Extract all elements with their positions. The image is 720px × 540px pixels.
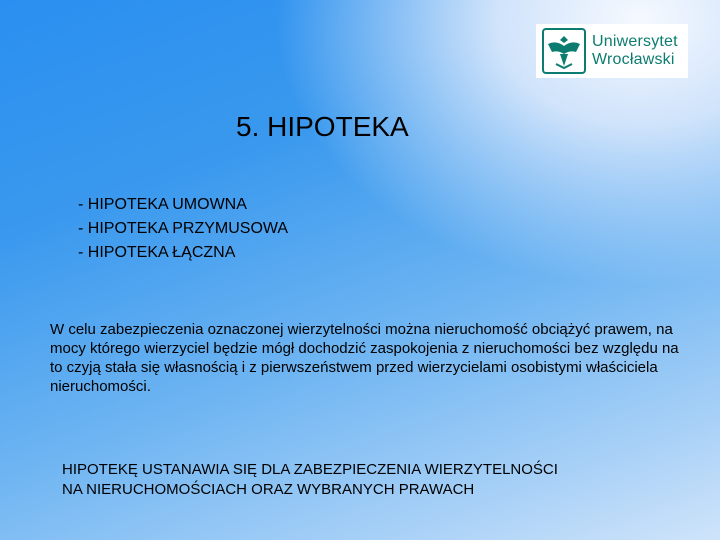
logo-line-2: Wrocławski bbox=[592, 51, 675, 68]
definition-paragraph: W celu zabezpieczenia oznaczonej wierzytelności można nieruchomość obciążyć prawem, na mocy którego wierzyciel będzie mógł dochodzić zaspokojenia z nieruchomości bez względu na to czyją stała się własnością i z pierwszeństwem przed wierzycielami osobistymi właściciela nieruchomości. bbox=[50, 321, 679, 395]
slide-title: 5. HIPOTEKA bbox=[236, 111, 409, 142]
list-item: - HIPOTEKA ŁĄCZNA bbox=[78, 244, 236, 261]
eagle-crest-icon bbox=[542, 28, 586, 74]
note-line-1: HIPOTEKĘ USTANAWIA SIĘ DLA ZABEZPIECZENIA WIERZYTELNOŚCI bbox=[62, 461, 558, 478]
university-logo bbox=[536, 24, 688, 78]
note-line-2: NA NIERUCHOMOŚCIACH ORAZ WYBRANYCH PRAWACH bbox=[62, 481, 475, 498]
mortgage-types-list bbox=[78, 193, 288, 265]
list-item: - HIPOTEKA UMOWNA bbox=[78, 196, 247, 213]
logo-wordmark bbox=[592, 33, 678, 69]
list-item: - HIPOTEKA PRZYMUSOWA bbox=[78, 220, 289, 237]
logo-line-1: Uniwersytet bbox=[592, 33, 678, 50]
establishment-note bbox=[62, 460, 662, 500]
